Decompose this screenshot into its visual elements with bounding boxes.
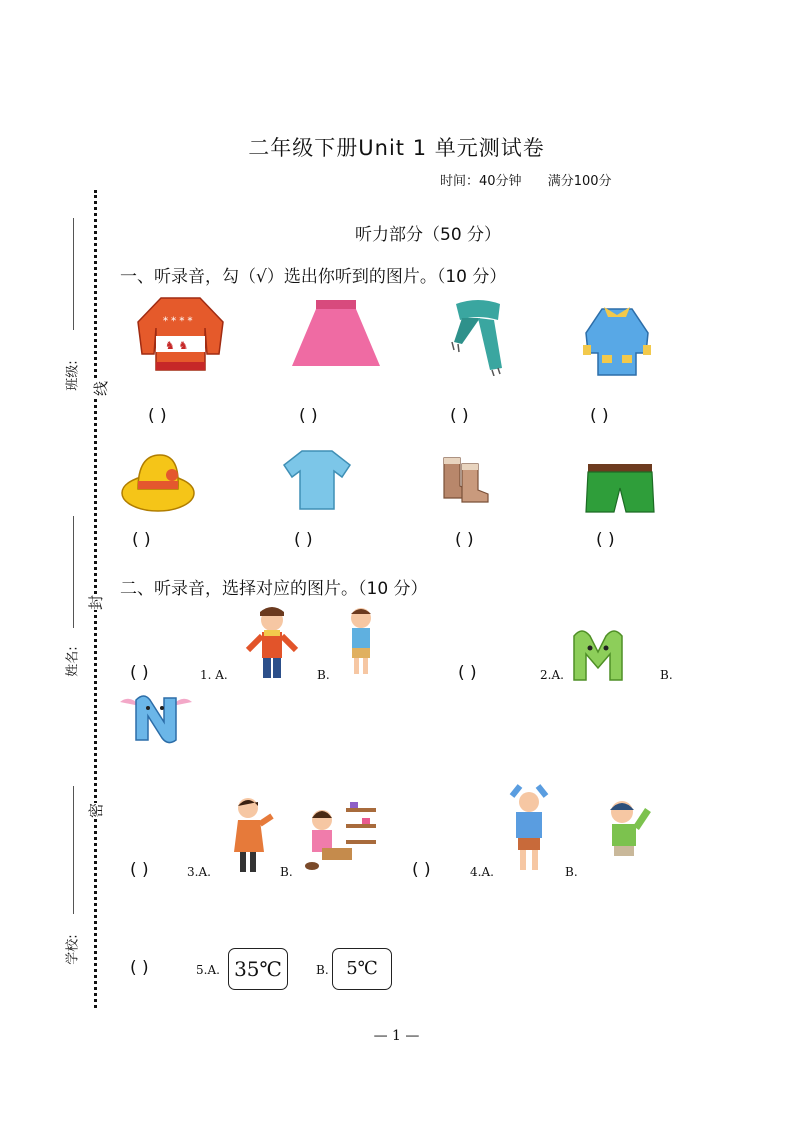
- warm-child-icon: [344, 606, 378, 678]
- q1-answer-blank-6[interactable]: ( ): [294, 530, 313, 550]
- seal-text-seal: 封: [87, 594, 106, 611]
- cold-child-icon: [244, 606, 300, 682]
- q1-heading: 一、听录音，勾（√）选出你听到的图片。（10 分）: [120, 267, 507, 287]
- q1-answer-blank-7[interactable]: ( ): [455, 530, 474, 550]
- exam-score: 满分100分: [547, 174, 612, 189]
- listening-heading: 听力部分（50 分）: [355, 225, 502, 245]
- svg-text:♞ ♞: ♞ ♞: [165, 339, 189, 352]
- name-label: 姓名:: [65, 646, 81, 677]
- seal-text-line: 线: [92, 380, 111, 397]
- letter-n-icon: [118, 690, 194, 744]
- boots-icon: [438, 452, 492, 506]
- q2-item4-label: 4.A.: [470, 865, 494, 879]
- svg-text:* * * *: * * * *: [163, 316, 193, 327]
- q1-answer-blank-2[interactable]: ( ): [299, 406, 318, 426]
- q2-item5-label: 5.A.: [196, 963, 220, 977]
- q2-answer-blank-3[interactable]: ( ): [130, 860, 149, 880]
- page-number: — 1 —: [373, 1028, 420, 1044]
- school-label: 学校:: [65, 934, 81, 965]
- q2-item2-label: 2.A.: [540, 668, 564, 682]
- q1-answer-blank-3[interactable]: ( ): [450, 406, 469, 426]
- boy-sweater-icon: [604, 796, 656, 862]
- q2-item3-optB: B.: [280, 865, 293, 879]
- q2-item2-optB: B.: [660, 668, 673, 682]
- boy-dressing-icon: [506, 784, 552, 874]
- temperature-35-value: 35℃: [234, 957, 282, 981]
- temperature-5-value: 5℃: [346, 958, 378, 979]
- class-label: 班级:: [65, 360, 81, 391]
- q2-answer-blank-4[interactable]: ( ): [412, 860, 431, 880]
- q2-answer-blank-2[interactable]: ( ): [458, 663, 477, 683]
- hat-icon: [120, 447, 196, 515]
- exam-meta: [440, 170, 634, 189]
- page-title: 二年级下册Unit 1 单元测试卷: [248, 136, 545, 160]
- name-blank-line: [73, 516, 74, 628]
- girl-shoes-icon: [302, 800, 378, 874]
- scarf-icon: [448, 298, 510, 376]
- q2-item1-optB: B.: [317, 668, 330, 682]
- q2-item5-optB: B.: [316, 963, 329, 977]
- q1-answer-blank-1[interactable]: ( ): [148, 406, 167, 426]
- skirt-icon: [290, 298, 382, 370]
- q1-answer-blank-8[interactable]: ( ): [596, 530, 615, 550]
- seal-text-secret: 密: [87, 802, 106, 819]
- shorts-icon: [584, 462, 656, 514]
- q2-answer-blank-5[interactable]: ( ): [130, 958, 149, 978]
- sweater-icon: [133, 292, 228, 374]
- q2-heading: 二、听录音，选择对应的图片。（10 分）: [120, 579, 428, 599]
- temperature-35-box: [228, 948, 288, 990]
- q1-answer-blank-5[interactable]: ( ): [132, 530, 151, 550]
- temperature-5-box: [332, 948, 392, 990]
- letter-m-icon: [570, 624, 626, 682]
- coat-icon: [580, 305, 654, 377]
- tshirt-icon: [282, 447, 352, 511]
- school-blank-line: [73, 786, 74, 914]
- q2-item3-label: 3.A.: [187, 865, 211, 879]
- q2-item1-label: 1. A.: [200, 668, 228, 682]
- q2-item4-optB: B.: [565, 865, 578, 879]
- q2-answer-blank-1[interactable]: ( ): [130, 663, 149, 683]
- class-blank-line: [73, 218, 74, 330]
- exam-time: 时间：40分钟: [440, 174, 522, 189]
- girl-coat-icon: [230, 796, 274, 876]
- q1-answer-blank-4[interactable]: ( ): [590, 406, 609, 426]
